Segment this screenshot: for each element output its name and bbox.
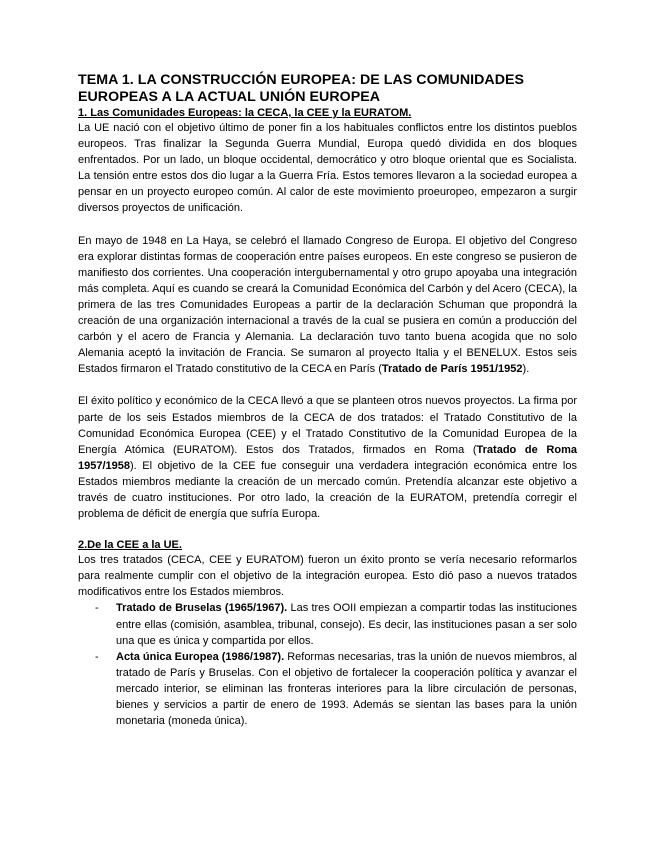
paragraph-2-end: ). — [522, 363, 530, 376]
list-item-title: Acta única Europea (1986/1987). — [116, 650, 285, 663]
list-item-text: Las tres OOII empiezan a compartir todas las instituciones entre ellas (comisión, asamblea, tribunal, consejo). Es decir, las instituciones pasan a ser solo una que es única y compartida por ellos. — [116, 602, 577, 647]
list-dash: - — [95, 602, 99, 615]
paragraph-2-text: En mayo de 1948 en La Haya, se celebró el llamado Congreso de Europa. El objetivo del Congreso era explorar distintas formas de cooperación entre países europeos. En este congreso se pusieron de manifiesto dos corrientes. Una cooperación intergubernamental y otro grupo apoyaba una integración más completa. Aquí es cuando se creará la Comunidad Económica del Carbón y del Acero (CECA), la primera de las tres Comunidades Europeas a partir de la declaración Schuman que propondrá la creación de una organización internacional a través de la cual se pusiera en común a producción del carbón y el acero de Francia y Alemania. La declaración tuvo tanto buena acogida que no solo Alemania aceptó la invitación de Francia. Se sumaron al proyecto Italia y el BENELUX. Estos seis Estados firmaron el Tratado constitutivo de la CECA en París ( — [78, 234, 577, 376]
list-item — [78, 649, 577, 729]
list-item-title: Tratado de Bruselas (1965/1967). — [116, 602, 288, 615]
paragraph-gap — [78, 377, 577, 393]
section-2-heading: 2.De la CEE a la UE. — [78, 539, 182, 552]
list-item-text: Reformas necesarias, tras la unión de nuevos miembros, al tratado de París y Bruselas. Con el objetivo de fortalecer la cooperación política y avanzar el mercado interior, se eliminan las fronteras interiores para la libre circulación de personas, bienes y servicios a partir de enero de 1993. Además se sientan las bases para la unión monetaria (moneda única). — [116, 650, 577, 728]
section-1-heading: 1. Las Comunidades Europeas: la CECA, la CEE y la EURATOM. — [78, 107, 412, 119]
section-1-paragraph-2 — [78, 233, 577, 378]
section-1-paragraph-3 — [78, 393, 577, 522]
paragraph-gap — [78, 522, 577, 538]
paragraph-3-text-a: El éxito político y económico de la CECA llevó a que se planteen otros nuevos proyectos. La firma por parte de los seis Estados miembros de la CECA de dos tratados: el Tratado Constitutivo de la Comunidad Económica Europea (CEE) y el Tratado Constitutivo de la Comunidad Europea de la Energía Atómica (EURATOM). Estos dos Tratados, firmados en Roma ( — [78, 395, 577, 456]
list-dash: - — [95, 650, 99, 663]
section-1-paragraph-1: La UE nació con el objetivo último de poner fin a los habituales conflictos entre los distintos pueblos europeos. Tras finalizar la Segunda Guerra Mundial, Europa quedó dividida en dos bloques enfrentados. Por un lado, un bloque occidental, democrático y otro bloque oriental que es Socialista. La tensión entre estos dos dio lugar a la Guerra Fría. Estos temores llevaron a la sociedad europea a pensar en un proyecto europeo común. Al calor de este movimiento proeuropeo, empezaron a surgir diversos proyectos de unificación. — [78, 122, 577, 215]
treaty-rome-label: Tratado de Roma 1957/1958 — [78, 443, 577, 472]
treaty-list — [78, 600, 577, 729]
list-item — [78, 600, 577, 648]
treaty-paris-label: Tratado de París 1951/1952 — [381, 363, 523, 376]
document-title: TEMA 1. LA CONSTRUCCIÓN EUROPEA: DE LAS COMUNIDADES EUROPEAS A LA ACTUAL UNIÓN EUROPEA — [78, 72, 525, 105]
paragraph-3-text-b: ). El objetivo de la CEE fue conseguir una verdadera integración económica entre los Estados miembros mediante la creación de un mercado común. Pretendía alcanzar este objetivo a través de cuatro instituciones. Por otro lado, la creación de la EURATOM, pretendía corregir el problema de déficit de energía que sufría Europa. — [78, 459, 577, 521]
paragraph-gap — [78, 217, 577, 233]
section-2-intro: Los tres tratados (CECA, CEE y EURATOM) fueron un éxito pronto se vería necesario reformarlos para realmente cumplir con el objetivo de la integración europea. Esto dió paso a nuevos tratados modificativos entre los Estados miembros. — [78, 554, 577, 599]
